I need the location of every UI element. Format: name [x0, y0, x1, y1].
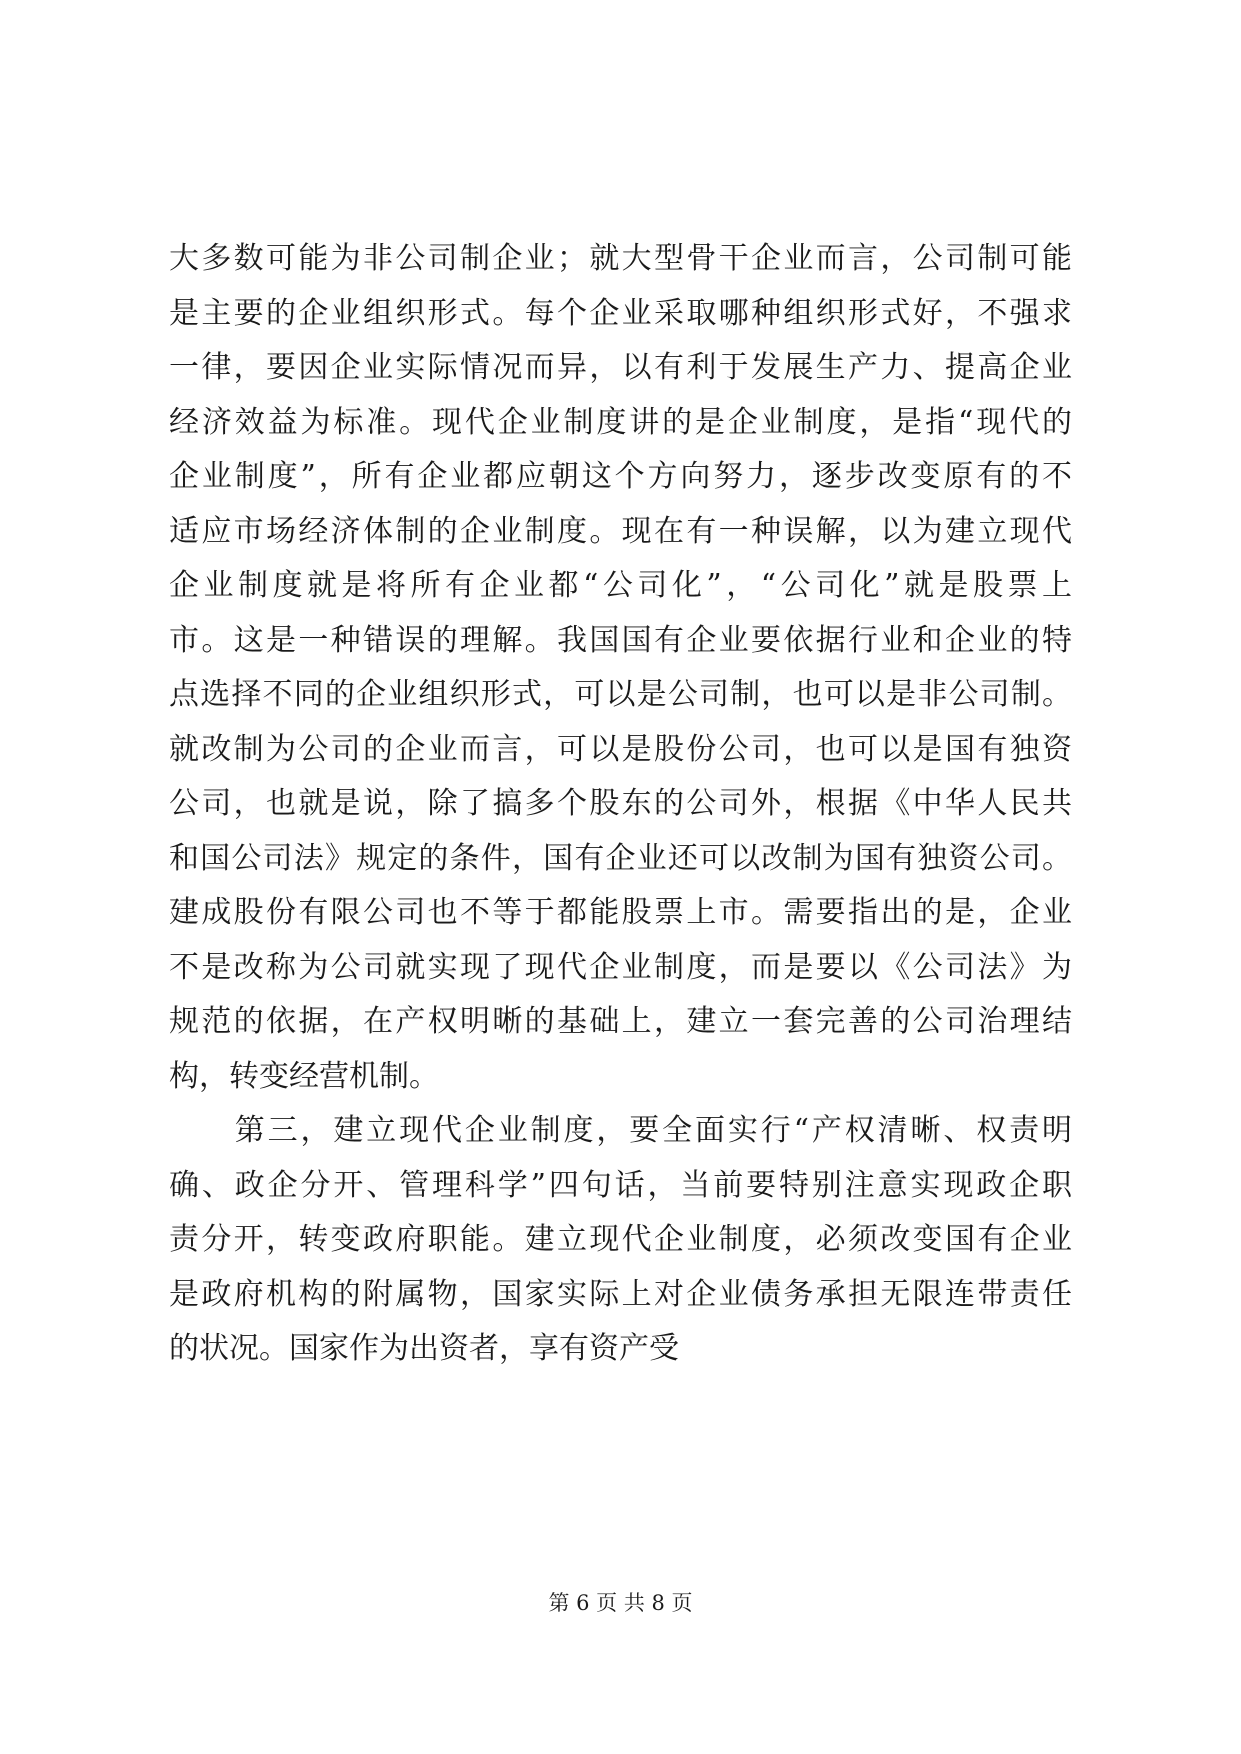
text-line: 和国公司法》规定的条件，国有企业还可以改制为国有独资公司。 [169, 840, 1072, 876]
paragraph-end-line: 的状况。国家作为出资者，享有资产受 [169, 1331, 679, 1366]
text-line: 点选择不同的企业组织形式，可以是公司制，也可以是非公司制。 [169, 677, 1072, 712]
text-line: 是政府机构的附属物，国家实际上对企业债务承担无限连带责任 [169, 1276, 1072, 1312]
text-line: 就改制为公司的企业而言，可以是股份公司，也可以是国有独资 [169, 731, 1072, 767]
text-line: 企业制度”，所有企业都应朝这个方向努力，逐步改变原有的不 [169, 459, 1072, 494]
text-line: 大多数可能为非公司制企业；就大型骨干企业而言，公司制可能 [169, 241, 1072, 276]
text-line: 不是改称为公司就实现了现代企业制度，而是要以《公司法》为 [169, 949, 1072, 985]
text-line: 第三，建立现代企业制度，要全面实行“产权清晰、权责明 [169, 1113, 1072, 1148]
text-line: 建成股份有限公司也不等于都能股票上市。需要指出的是，企业 [169, 895, 1072, 930]
text-line: 一律，要因企业实际情况而异，以有利于发展生产力、提高企业 [169, 350, 1072, 385]
text-line: 确、政企分开、管理科学”四句话，当前要特别注意实现政企职 [169, 1167, 1072, 1203]
text-line: 公司，也就是说，除了搞多个股东的公司外，根据《中华人民共 [169, 786, 1072, 821]
text-line: 企业制度就是将所有企业都“公司化”，“公司化”就是股票上 [169, 568, 1072, 603]
page-number-footer: 第 6 页 共 8 页 [548, 1591, 693, 1615]
text-line: 责分开，转变政府职能。建立现代企业制度，必须改变国有企业 [169, 1222, 1072, 1257]
paragraph-end-line: 构，转变经营机制。 [169, 1058, 439, 1094]
text-line: 经济效益为标准。现代企业制度讲的是企业制度，是指“现代的 [169, 404, 1072, 440]
text-line: 市。这是一种错误的理解。我国国有企业要依据行业和企业的特 [169, 622, 1072, 658]
body-text [169, 232, 1072, 1377]
text-line: 适应市场经济体制的企业制度。现在有一种误解，以为建立现代 [169, 513, 1072, 549]
text-line: 是主要的企业组织形式。每个企业采取哪种组织形式好，不强求 [169, 295, 1072, 331]
text-line: 规范的依据，在产权明晰的基础上，建立一套完善的公司治理结 [169, 1004, 1072, 1039]
